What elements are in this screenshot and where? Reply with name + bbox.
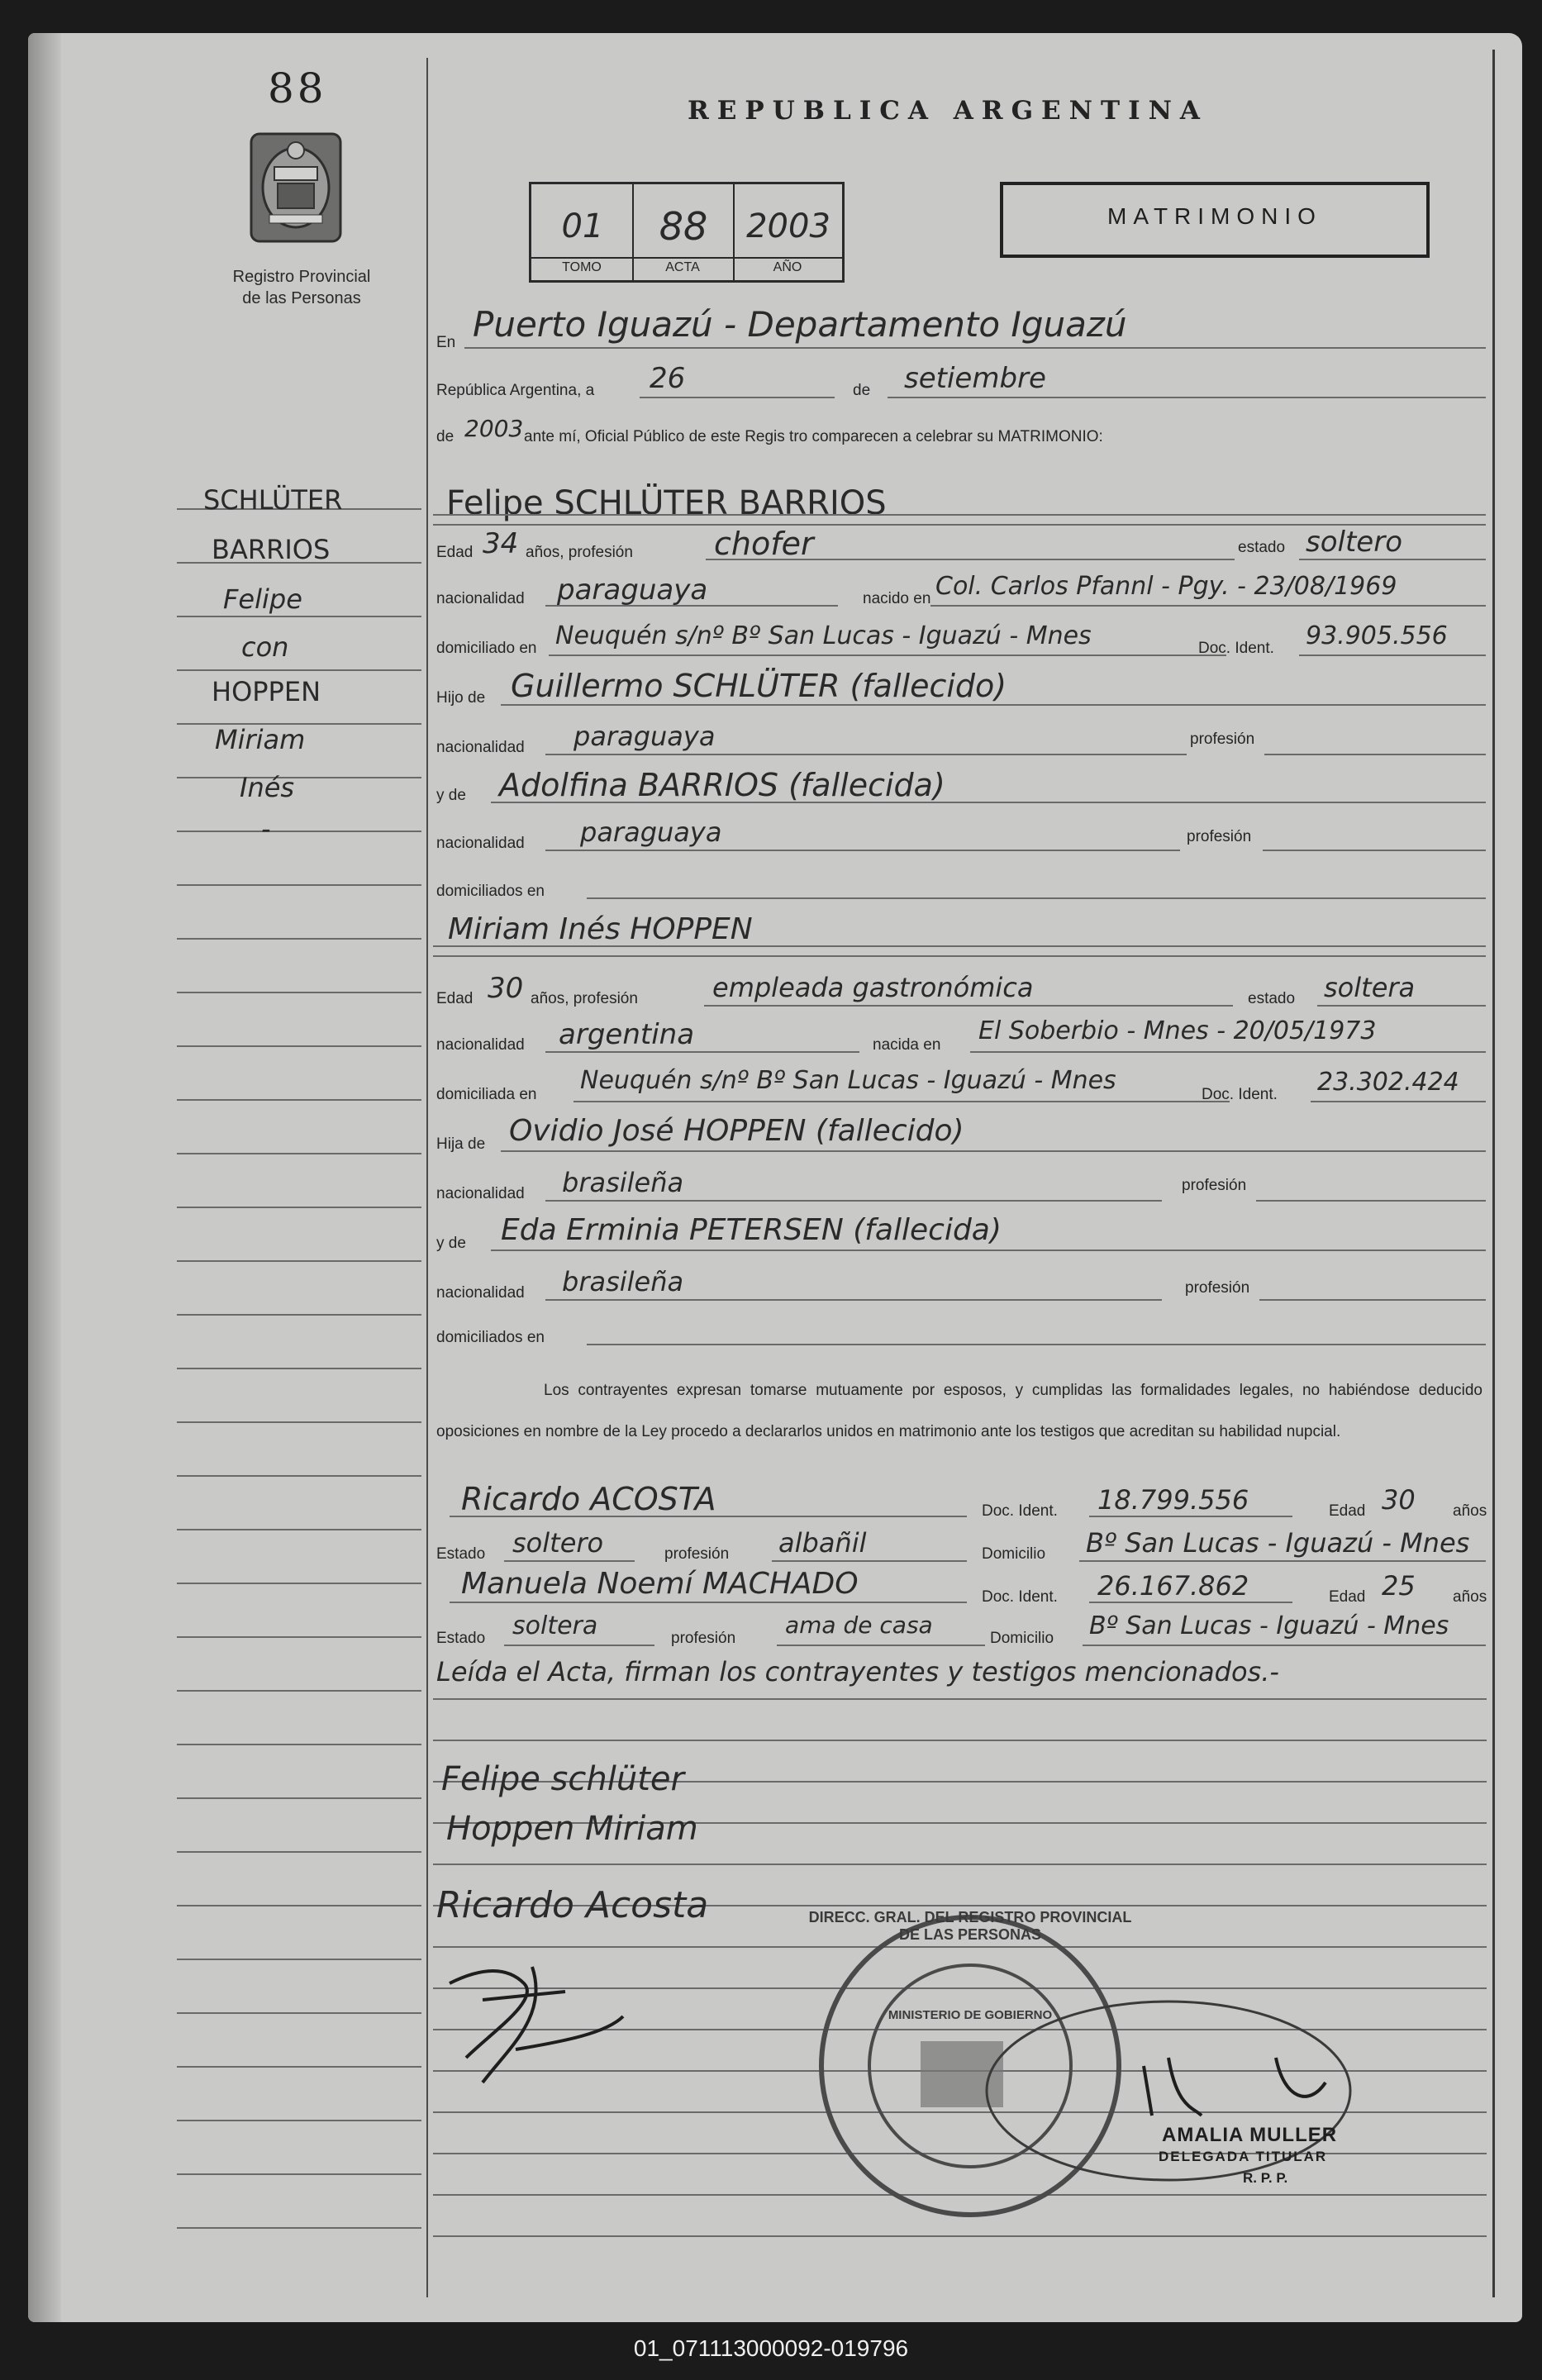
official-org: R. P. P. xyxy=(1243,2170,1288,2186)
label-groom-estado: estado xyxy=(1238,539,1286,556)
day: 26 xyxy=(650,362,686,395)
signature-groom: Felipe schlüter xyxy=(441,1760,684,1798)
groom-father: Guillermo SCHLÜTER (fallecido) xyxy=(511,668,1007,704)
label-groom-mother-prof: profesión xyxy=(1187,828,1252,845)
image-id-footer: 01_071113000092-019796 xyxy=(633,2335,909,2361)
label-w1-profesion: profesión xyxy=(664,1545,730,1563)
act-type: MATRIMONIO xyxy=(1107,203,1322,229)
stamp-inner-text: MINISTERIO DE GOBIERNO xyxy=(888,2008,1053,2022)
label-w2-doc: Doc. Ident. xyxy=(982,1588,1058,1606)
witness-2-address: Bº San Lucas - Iguazú - Mnes xyxy=(1089,1611,1449,1640)
bride-status: soltera xyxy=(1324,972,1416,1003)
signature-witness-2-scribble xyxy=(433,1934,664,2099)
margin-note-8: - xyxy=(261,813,271,845)
witness-1-status: soltero xyxy=(512,1527,604,1559)
label-groom-doc: Doc. Ident. xyxy=(1198,640,1274,657)
label-bride-mother-prof: profesión xyxy=(1185,1279,1250,1297)
label-hijo-de: Hijo de xyxy=(436,689,486,707)
month: setiembre xyxy=(904,362,1046,395)
act-type-box xyxy=(1000,182,1430,258)
label-w1-anos: años xyxy=(1453,1502,1487,1520)
witness-1-age: 30 xyxy=(1382,1484,1416,1516)
groom-profession: chofer xyxy=(714,526,814,562)
tomo-label: TOMO xyxy=(562,260,602,274)
label-w2-domicilio: Domicilio xyxy=(990,1630,1054,1647)
label-groom-y-de: y de xyxy=(436,787,466,804)
label-de-year: de xyxy=(436,428,455,445)
bride-father-nat: brasileña xyxy=(562,1167,684,1198)
label-de-month: de xyxy=(853,382,871,399)
groom-status: soltero xyxy=(1306,526,1402,559)
label-bride-nacionalidad: nacionalidad xyxy=(436,1036,525,1054)
page-number: 88 xyxy=(268,64,327,112)
official-title: DELEGADA TITULAR xyxy=(1159,2149,1328,2164)
label-w1-doc: Doc. Ident. xyxy=(982,1502,1058,1520)
label-w2-estado: Estado xyxy=(436,1630,486,1647)
bride-name: Miriam Inés HOPPEN xyxy=(448,912,753,946)
register-page xyxy=(28,33,1522,2322)
witness-2-doc: 26.167.862 xyxy=(1097,1570,1249,1602)
label-domiciliada: domiciliada en xyxy=(436,1086,537,1103)
label-bride-y-de: y de xyxy=(436,1235,466,1252)
bride-mother: Eda Erminia PETERSEN (fallecida) xyxy=(501,1213,1002,1247)
label-groom-mother-nat: nacionalidad xyxy=(436,835,525,852)
country-title: REPUBLICA ARGENTINA xyxy=(688,96,1208,126)
label-bride-doc: Doc. Ident. xyxy=(1202,1086,1278,1103)
act-number-box xyxy=(529,182,845,283)
bride-profession: empleada gastronómica xyxy=(712,972,1034,1003)
margin-note-2: BARRIOS xyxy=(212,534,331,565)
bride-address: Neuquén s/nº Bº San Lucas - Iguazú - Mnes xyxy=(580,1066,1116,1095)
witness-2-profession: ama de casa xyxy=(785,1611,933,1639)
witness-1-profession: albañil xyxy=(778,1527,867,1559)
label-groom-domiciliados: domiciliados en xyxy=(436,883,545,900)
office-line-1: Registro Provincial xyxy=(232,268,371,286)
legal-text: Los contrayentes expresan tomarse mutuamente por esposos, y cumplidas las formalidades legales, no habiéndose deducido oposiciones en nombre de la Ley procedo a declararlos unidos en matrimonio ante los testigos que acreditan su habilidad nupcial. xyxy=(436,1382,1483,1440)
label-bride-domiciliados: domiciliados en xyxy=(436,1329,545,1346)
label-nacido-en: nacido en xyxy=(863,590,931,607)
ano-label: AÑO xyxy=(773,260,802,274)
label-w2-edad: Edad xyxy=(1329,1588,1366,1606)
stamp-ring-text: DIRECC. GRAL. DEL REGISTRO PROVINCIAL DE LAS PERSONAS xyxy=(808,1909,1132,1943)
label-w1-edad: Edad xyxy=(1329,1502,1366,1520)
witness-2-age: 25 xyxy=(1382,1570,1416,1602)
label-domiciliado: domiciliado en xyxy=(436,640,537,657)
margin-note-1: SCHLÜTER xyxy=(203,484,343,516)
groom-name: Felipe SCHLÜTER BARRIOS xyxy=(446,484,887,522)
groom-doc: 93.905.556 xyxy=(1306,621,1448,650)
witness-1-doc: 18.799.556 xyxy=(1097,1484,1249,1516)
label-bride-father-prof: profesión xyxy=(1182,1177,1247,1194)
label-bride-edad: Edad xyxy=(436,990,474,1007)
place: Puerto Iguazú - Departamento Iguazú xyxy=(473,304,1127,345)
label-groom-father-nat: nacionalidad xyxy=(436,739,525,756)
groom-mother: Adolfina BARRIOS (fallecida) xyxy=(499,767,945,803)
right-border xyxy=(1492,50,1495,2297)
witness-1-name: Ricardo ACOSTA xyxy=(461,1481,716,1517)
column-divider xyxy=(426,58,428,2297)
margin-note-4: con xyxy=(241,631,289,663)
label-w1-domicilio: Domicilio xyxy=(982,1545,1046,1563)
coat-of-arms-icon xyxy=(245,126,347,250)
signature-witness-1: Ricardo Acosta xyxy=(436,1884,709,1926)
label-groom-nacionalidad: nacionalidad xyxy=(436,590,525,607)
label-bride-mother-nat: nacionalidad xyxy=(436,1284,525,1302)
signature-bride: Hoppen Miriam xyxy=(446,1810,698,1848)
label-hija-de: Hija de xyxy=(436,1135,486,1153)
margin-note-3: Felipe xyxy=(223,583,302,615)
label-nacida-en: nacida en xyxy=(873,1036,941,1054)
bride-nationality: argentina xyxy=(559,1018,695,1051)
acta-value: 88 xyxy=(659,204,708,249)
groom-father-nat: paraguaya xyxy=(573,721,716,752)
witness-1-address: Bº San Lucas - Iguazú - Mnes xyxy=(1086,1527,1470,1559)
year: 2003 xyxy=(464,415,524,442)
tomo-value: 01 xyxy=(561,207,604,245)
witness-2-status: soltera xyxy=(512,1611,598,1640)
bride-mother-nat: brasileña xyxy=(562,1266,684,1297)
bride-age: 30 xyxy=(488,972,524,1005)
office-line-2: de las Personas xyxy=(242,289,361,307)
label-w2-profesion: profesión xyxy=(671,1630,736,1647)
label-groom-profesion: años, profesión xyxy=(526,544,633,561)
bride-father: Ovidio José HOPPEN (fallecido) xyxy=(509,1114,964,1148)
label-bride-profesion: años, profesión xyxy=(531,990,638,1007)
label-groom-father-prof: profesión xyxy=(1190,731,1255,748)
official-name: AMALIA MULLER xyxy=(1162,2124,1338,2146)
label-bride-estado: estado xyxy=(1248,990,1296,1007)
groom-nationality: paraguaya xyxy=(557,574,708,607)
groom-mother-nat: paraguaya xyxy=(580,816,722,848)
label-en: En xyxy=(436,334,456,351)
groom-age: 34 xyxy=(483,527,519,560)
label-republica: República Argentina, a xyxy=(436,382,595,399)
label-w2-anos: años xyxy=(1453,1588,1487,1606)
groom-birthplace: Col. Carlos Pfannl - Pgy. - 23/08/1969 xyxy=(935,572,1397,601)
acta-label: ACTA xyxy=(665,260,700,274)
ano-value: 2003 xyxy=(746,207,830,245)
label-bride-father-nat: nacionalidad xyxy=(436,1185,525,1202)
label-w1-estado: Estado xyxy=(436,1545,486,1563)
groom-address: Neuquén s/nº Bº San Lucas - Iguazú - Mnes xyxy=(555,621,1092,650)
margin-note-7: Inés xyxy=(240,772,295,803)
margin-note-5: HOPPEN xyxy=(212,676,321,707)
office-name xyxy=(198,266,405,309)
witness-2-name: Manuela Noemí MACHADO xyxy=(461,1567,859,1601)
margin-note-6: Miriam xyxy=(215,724,306,755)
closing-statement: Leída el Acta, firman los contrayentes y testigos mencionados.- xyxy=(436,1656,1279,1687)
bride-birthplace: El Soberbio - Mnes - 20/05/1973 xyxy=(978,1016,1377,1045)
label-groom-edad: Edad xyxy=(436,544,474,561)
bride-doc: 23.302.424 xyxy=(1317,1068,1459,1097)
label-comparecen: ante mí, Oficial Público de este Regis tro comparecen a celebrar su MATRIMONIO: xyxy=(524,428,1103,445)
